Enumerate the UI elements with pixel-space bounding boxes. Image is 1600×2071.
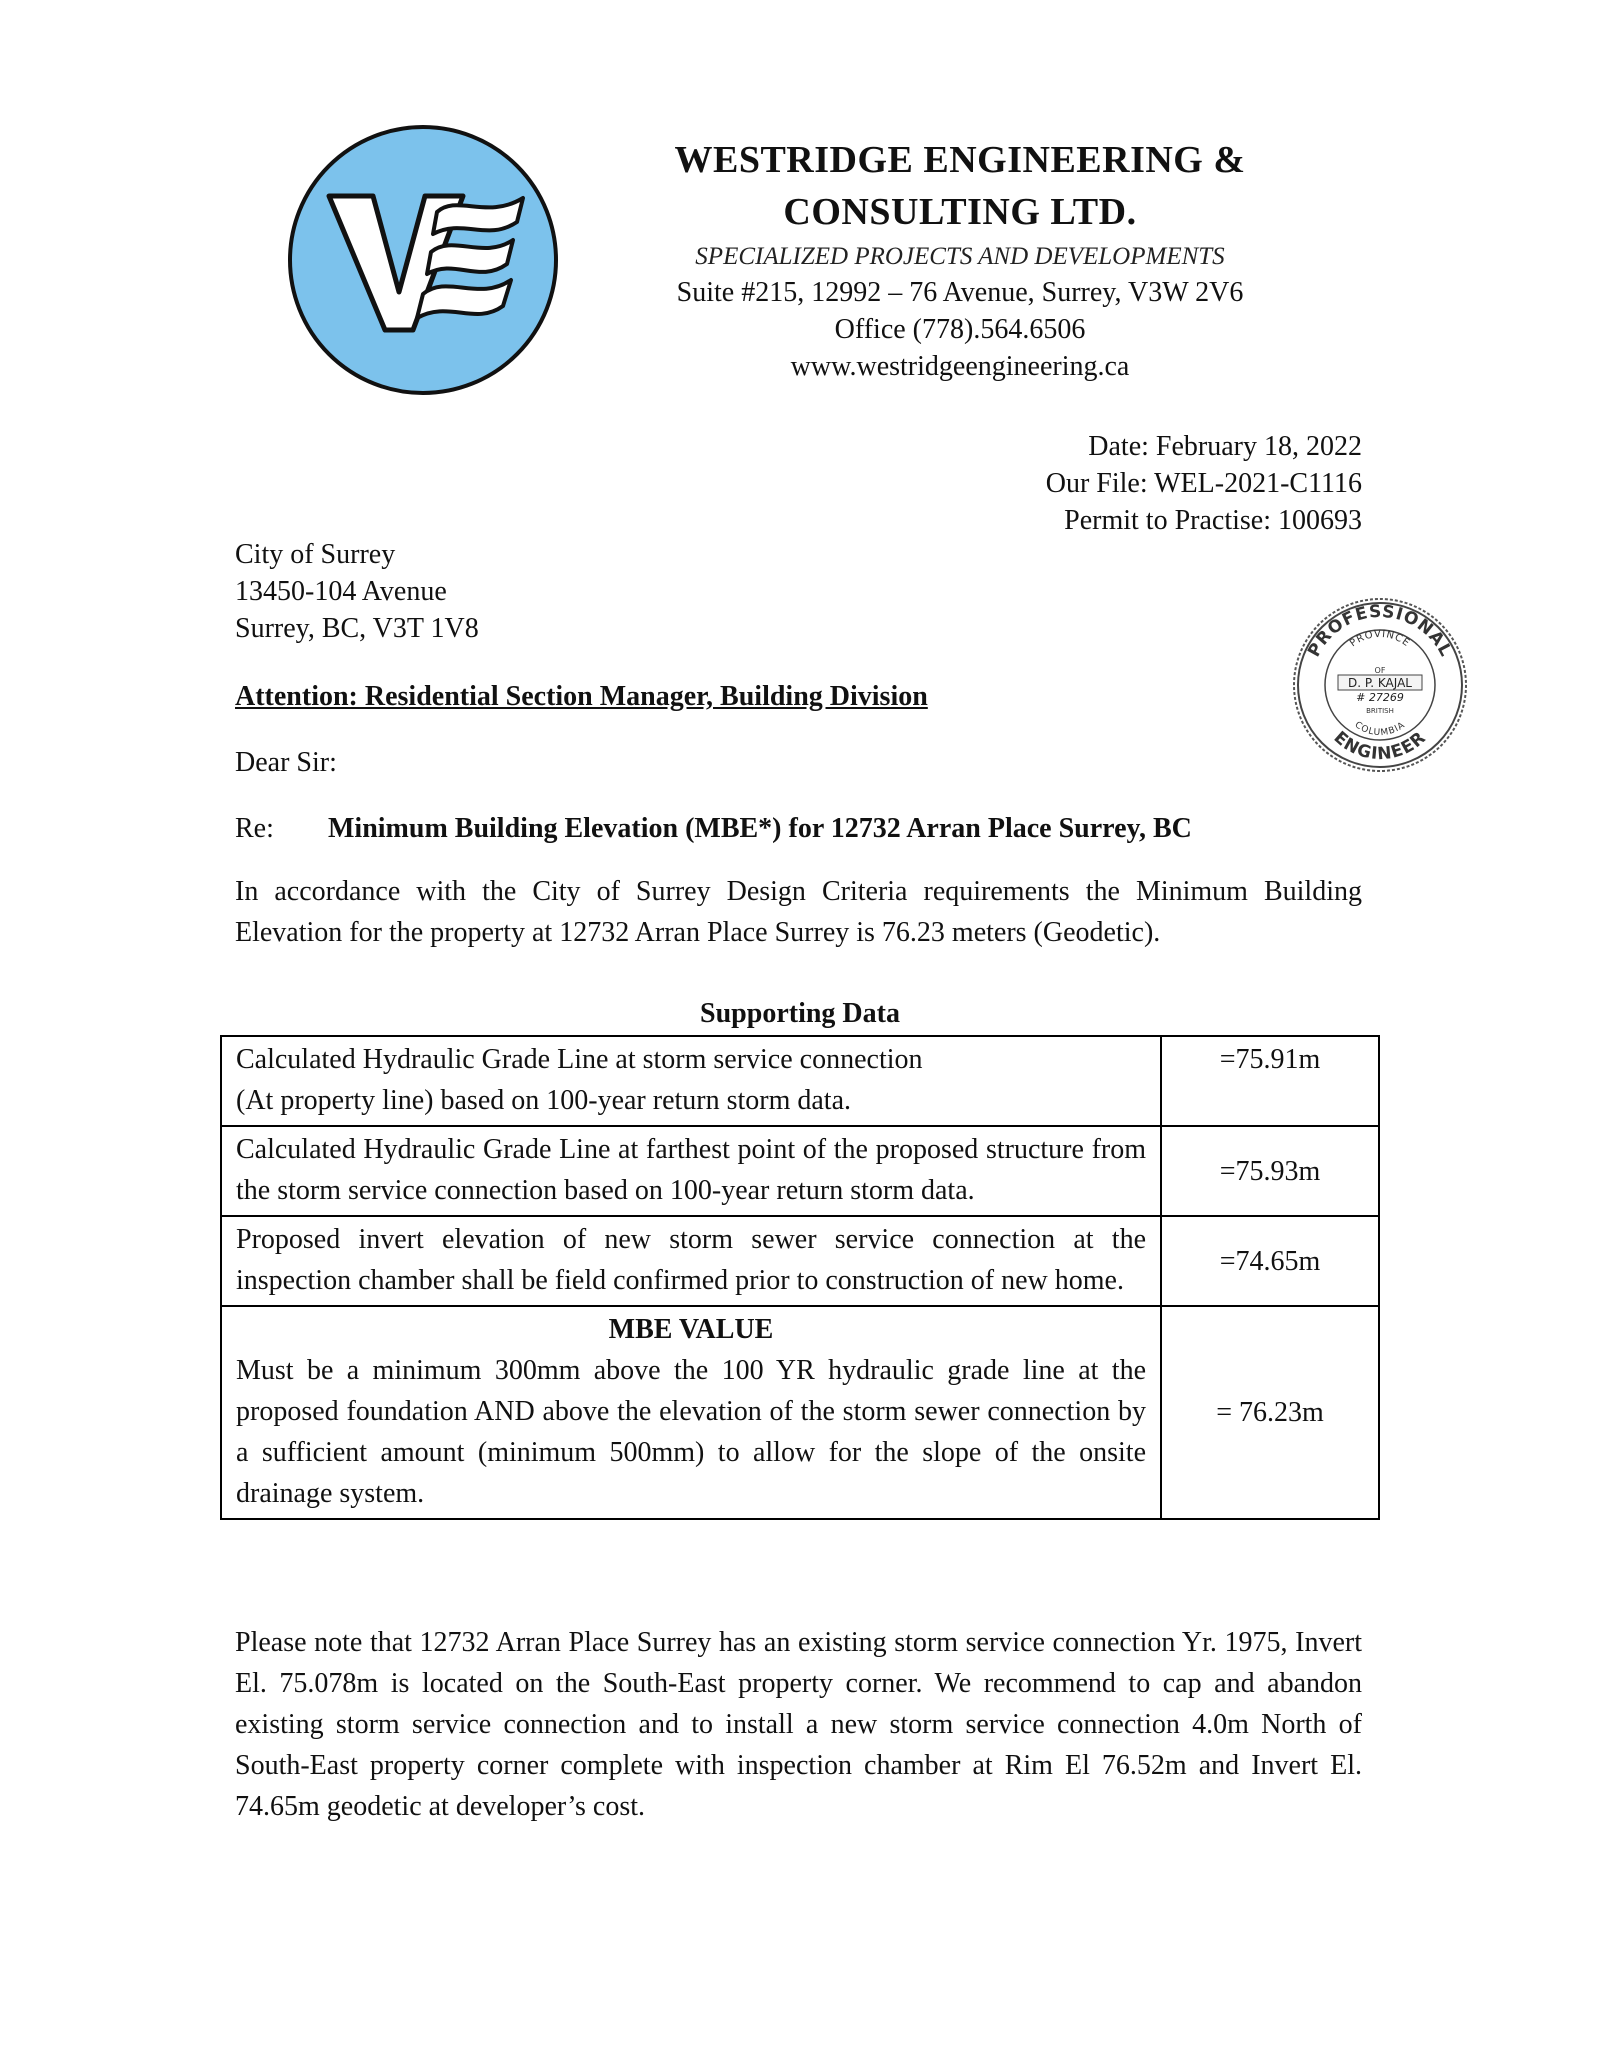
seal-of-text: OF [1374,666,1386,675]
supporting-data-table [220,1035,1380,1520]
table-row [221,1216,1379,1306]
table-cell-value: =75.91m [1161,1036,1379,1126]
closing-paragraph: Please note that 12732 Arran Place Surrey has an existing storm service connection Yr. 1975, Invert El. 75.078m is located on the South-East property corner. We recommend to cap and abandon existing storm service connection and to install a new storm service connection 4.0m North of South-East property corner complete with inspection chamber at Rim El 76.52m and Invert El. 74.65m geodetic at developer’s cost. [235,1627,1362,1822]
table-row [221,1126,1379,1216]
subject-label: Re: [235,813,274,844]
seal-bottom-text: ENGINEER [1329,727,1431,765]
permit-number: Permit to Practise: 100693 [1064,505,1362,536]
engineer-seal [1290,595,1470,775]
letter-meta [900,428,1362,539]
table-row [221,1306,1379,1519]
table-title: Supporting Data [700,998,900,1029]
table-cell-description [221,1036,1161,1126]
letter-date: Date: February 18, 2022 [1088,431,1362,462]
table-cell-description: Calculated Hydraulic Grade Line at farthest point of the proposed structure from the storm service connection based on 100-year return storm data. [221,1126,1161,1216]
seal-british-text: BRITISH [1366,707,1394,715]
mbe-description: Must be a minimum 300mm above the 100 YR hydraulic grade line at the proposed foundation AND above the elevation of the storm sewer connection by a sufficient amount (minimum 500mm) to allow for the slope of the onsite drainage system. [236,1355,1146,1509]
mbe-heading: MBE VALUE [608,1314,774,1345]
company-tagline: SPECIALIZED PROJECTS AND DEVELOPMENTS [695,243,1225,270]
seal-columbia-text: COLUMBIA [1352,720,1408,739]
company-name [560,134,1360,238]
company-contact [560,274,1360,385]
company-name-line2: CONSULTING LTD. [783,191,1137,233]
svg-text:COLUMBIA [1353,720,1408,738]
row1-desc-line2: (At property line) based on 100-year return storm data. [236,1085,852,1116]
svg-text:PROVINCE [1348,629,1412,650]
table-cell-description [221,1306,1161,1519]
table-cell-value: = 76.23m [1161,1306,1379,1519]
recipient-address [235,536,479,647]
salutation: Dear Sir: [235,747,337,778]
seal-province-text: PROVINCE [1347,628,1413,650]
seal-registration-number: # 27269 [1356,691,1404,704]
company-website: www.westridgeengineering.ca [790,351,1130,382]
table-cell-description: Proposed invert elevation of new storm sewer service connection at the inspection chamber shall be field confirmed prior to construction of new home. [221,1216,1161,1306]
file-number: Our File: WEL-2021-C1116 [1045,468,1362,499]
seal-engineer-name: D. P. KAJAL [1348,676,1412,690]
company-name-line1: WESTRIDGE ENGINEERING & [674,139,1246,181]
table-row [221,1036,1379,1126]
recipient-line2: 13450-104 Avenue [235,576,447,607]
company-logo [287,124,559,396]
recipient-line3: Surrey, BC, V3T 1V8 [235,613,479,644]
subject-text: Minimum Building Elevation (MBE*) for 12732 Arran Place Surrey, BC [328,813,1192,844]
subject-line [235,810,1192,847]
table-cell-value: =75.93m [1161,1126,1379,1216]
company-phone: Office (778).564.6506 [834,314,1086,345]
table-cell-value: =74.65m [1161,1216,1379,1306]
attention-line: Attention: Residential Section Manager, Building Division [235,681,928,712]
recipient-line1: City of Surrey [235,539,396,570]
row1-desc-line1: Calculated Hydraulic Grade Line at storm service connection [236,1044,923,1075]
intro-paragraph: In accordance with the City of Surrey Design Criteria requirements the Minimum Building Elevation for the property at 12732 Arran Place Surrey is 76.23 meters (Geodetic). [235,876,1362,948]
company-address: Suite #215, 12992 – 76 Avenue, Surrey, V3W 2V6 [676,277,1244,308]
seal-top-text: PROFESSIONAL [1304,601,1456,661]
